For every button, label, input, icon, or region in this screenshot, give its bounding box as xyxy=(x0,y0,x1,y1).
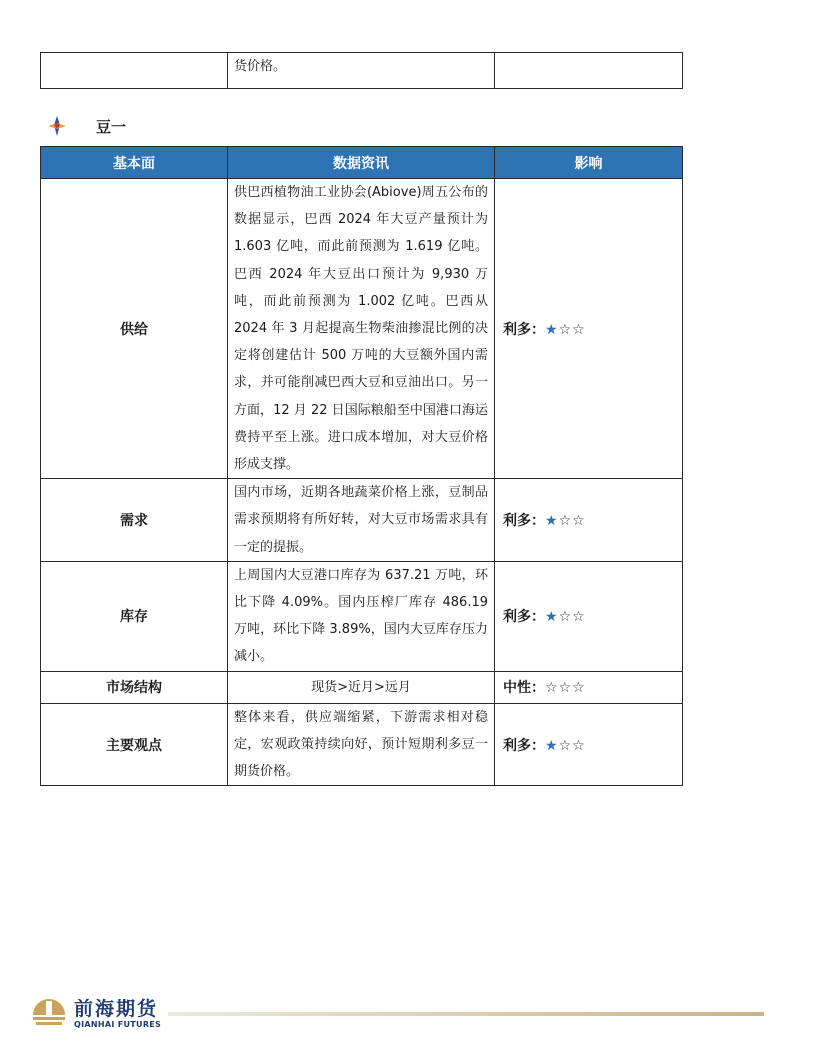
table-row xyxy=(41,53,683,89)
table-cell-info: 货价格。 xyxy=(228,53,495,89)
table-cell xyxy=(495,53,683,89)
star-empty-icon: ☆☆ xyxy=(558,513,586,530)
logo-cn: 前海期货 xyxy=(74,997,159,1020)
fundamentals-table xyxy=(40,146,683,786)
column-header-data-info: 数据资讯 xyxy=(228,147,495,179)
section-title: 豆一 xyxy=(96,117,127,136)
info-main-view: 整体来看，供应端缩紧，下游需求相对稳定，宏观政策持续向好，预计短期利多豆一期货价格。 xyxy=(228,703,495,786)
factor-market-structure: 市场结构 xyxy=(41,671,228,703)
table-row-supply xyxy=(41,179,683,479)
column-header-fundamentals: 基本面 xyxy=(41,147,228,179)
info-supply: 供巴西植物油工业协会(Abiove)周五公布的数据显示，巴西 2024 年大豆产量预计为 1.603 亿吨，而此前预测为 1.619 亿吨。巴西 2024 年大豆出口预计为 9,930 万吨，而此前预测为 1.002 亿吨。巴西从 2024 年 3 月起提高生物柴油掺混比例的决定将创建估计 500 万吨的大豆额外国内需求，并可能削减巴西大豆和豆油出口。另一方面，12 月 22 日国际粮船至中国港口海运费持平至上涨。进口成本增加，对大豆价格形成支撑。 xyxy=(228,179,495,479)
impact-inventory xyxy=(495,561,683,671)
star-filled-icon: ★ xyxy=(545,321,559,338)
impact-label: 利多： xyxy=(503,737,545,754)
table-row-market-structure xyxy=(41,671,683,703)
star-filled-icon: ★ xyxy=(545,609,559,626)
table-header-row xyxy=(41,147,683,179)
qianhai-logo-icon xyxy=(30,993,68,1033)
section-heading xyxy=(46,114,126,138)
logo-text xyxy=(74,998,161,1029)
star-empty-icon: ☆☆ xyxy=(558,321,586,338)
impact-label: 利多： xyxy=(503,513,545,530)
diamond-bullet-icon xyxy=(46,115,68,137)
star-filled-icon: ★ xyxy=(545,737,559,754)
impact-supply xyxy=(495,179,683,479)
column-header-impact: 影响 xyxy=(495,147,683,179)
star-rating xyxy=(545,322,586,338)
table-cell xyxy=(41,53,228,89)
star-rating xyxy=(545,513,586,529)
star-rating xyxy=(545,680,586,696)
info-market-structure: 现货>近月>远月 xyxy=(228,671,495,703)
info-demand: 国内市场，近期各地蔬菜价格上涨，豆制品需求预期将有所好转，对大豆市场需求具有一定的提振。 xyxy=(228,479,495,562)
impact-label: 利多： xyxy=(503,609,545,626)
impact-main-view xyxy=(495,703,683,786)
impact-market-structure xyxy=(495,671,683,703)
star-rating xyxy=(545,609,586,625)
table-row-demand xyxy=(41,479,683,562)
table-row-inventory xyxy=(41,561,683,671)
logo-en: QIANHAI FUTURES xyxy=(74,1019,162,1029)
star-filled-icon: ★ xyxy=(545,513,559,530)
factor-inventory: 库存 xyxy=(41,561,228,671)
star-empty-icon: ☆☆☆ xyxy=(545,680,586,697)
factor-main-view: 主要观点 xyxy=(41,703,228,786)
factor-supply: 供给 xyxy=(41,179,228,479)
footer-logo xyxy=(30,993,161,1033)
info-inventory: 上周国内大豆港口库存为 637.21 万吨，环比下降 4.09%。国内压榨厂库存 486.19 万吨，环比下降 3.89%，国内大豆库存压力减小。 xyxy=(228,561,495,671)
star-empty-icon: ☆☆ xyxy=(558,609,586,626)
star-empty-icon: ☆☆ xyxy=(558,737,586,754)
footer-divider xyxy=(168,1012,764,1016)
factor-demand: 需求 xyxy=(41,479,228,562)
star-rating xyxy=(545,738,586,754)
impact-label: 中性： xyxy=(503,680,545,697)
impact-demand xyxy=(495,479,683,562)
impact-label: 利多： xyxy=(503,321,545,338)
continued-table xyxy=(40,52,683,89)
table-row-main-view xyxy=(41,703,683,786)
